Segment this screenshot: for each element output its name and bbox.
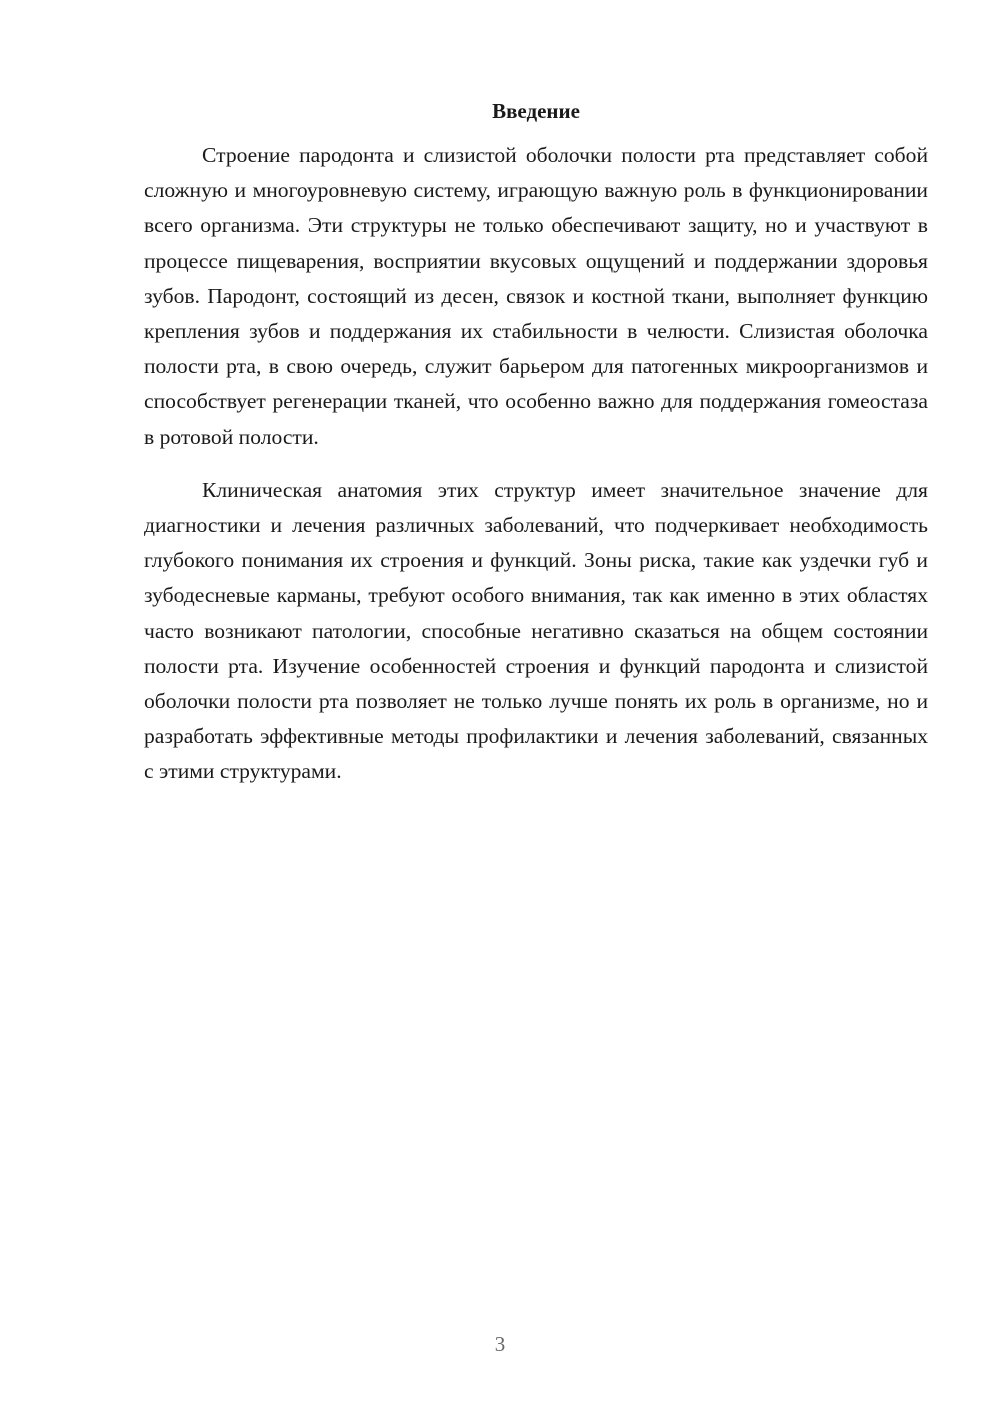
- page-body: [144, 92, 928, 808]
- paragraph-1: Строение пародонта и слизистой оболочки полости рта представляет собой сложную и многоуровневую систему, играющую важную роль в функционировании всего организма. Эти структуры не только обеспечивают защиту, но и участвуют в процессе пищеварения, восприятии вкусовых ощущений и поддержании здоровья зубов. Пародонт, состоящий из десен, связок и костной ткани, выполняет функцию крепления зубов и поддержания их стабильности в челюсти. Слизистая оболочка полости рта, в свою очередь, служит барьером для патогенных микроорганизмов и способствует регенерации тканей, что особенно важно для поддержания гомеостаза в ротовой полости.: [144, 143, 928, 449]
- section-heading: Введение: [492, 99, 580, 123]
- paragraph-2: Клиническая анатомия этих структур имеет значительное значение для диагностики и лечения различных заболеваний, что подчеркивает необходимость глубокого понимания их строения и функций. Зоны риска, такие как уздечки губ и зубодесневые карманы, требуют особого внимания, так как именно в этих областях часто возникают патологии, способные негативно сказаться на общем состоянии полости рта. Изучение особенностей строения и функций пародонта и слизистой оболочки полости рта позволяет не только лучше понять их роль в организме, но и разработать эффективные методы профилактики и лечения заболеваний, связанных с этими структурами.: [144, 477, 928, 784]
- page-number: 3: [494, 1332, 506, 1356]
